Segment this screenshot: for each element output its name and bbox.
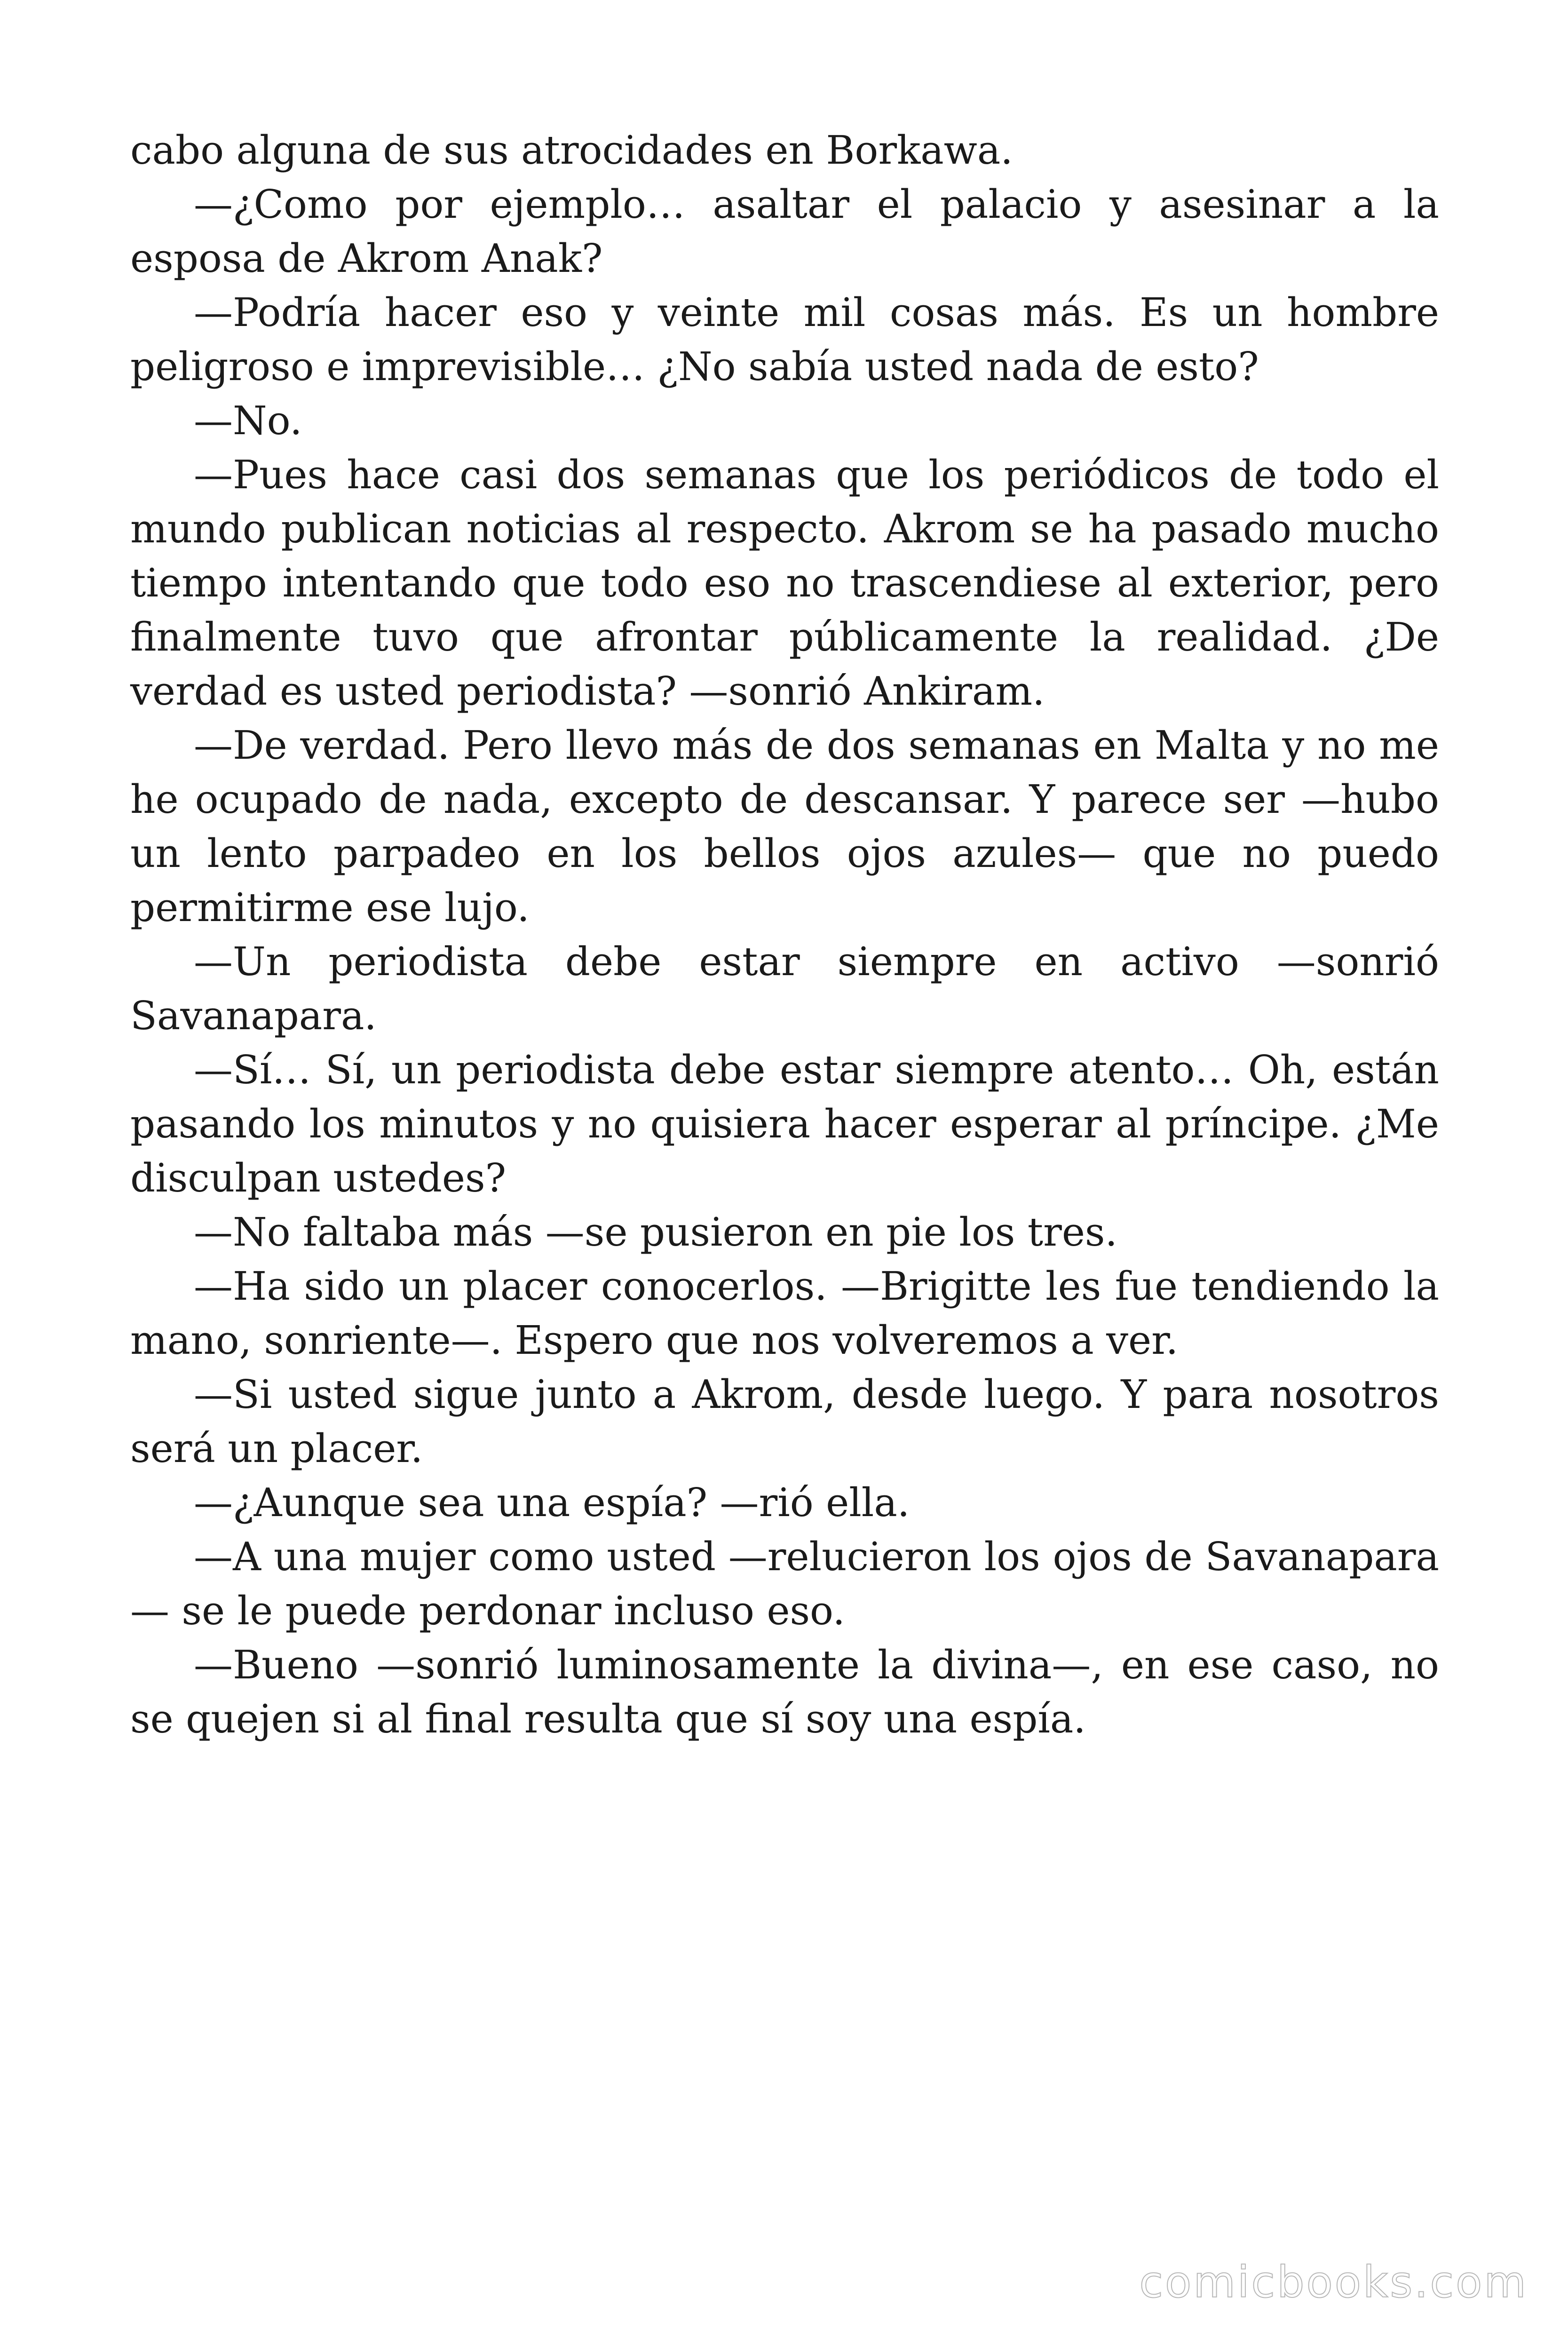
paragraph-4: —No. (194, 398, 302, 444)
paragraph-11: —Si usted sigue junto a Akrom, desde luego. Y para nosotros será un placer. (130, 1372, 1439, 1471)
page-text (130, 123, 1439, 1746)
paragraph-3: —Podría hacer eso y veinte mil cosas más. Es un hombre peligroso e imprevisible… ¿No sabía usted nada de esto? (130, 290, 1439, 389)
paragraph-5: —Pues hace casi dos semanas que los periódicos de todo el mundo publican noticias al respecto. Akrom se ha pasado mucho tiempo intentando que todo eso no trascendiese al exterior, pero finalmente tuvo que afrontar públicamente la realidad. ¿De verdad es usted periodista? —sonrió Ankiram. (130, 452, 1439, 714)
watermark: comicbooks.com (1139, 2257, 1528, 2307)
paragraph-14: —Bueno —sonrió luminosamente la divina—, en ese caso, no se quejen si al final resulta que sí soy una espía. (130, 1642, 1439, 1742)
paragraph-7: —Un periodista debe estar siempre en activo —sonrió Savanapara. (130, 939, 1439, 1039)
paragraph-9: —No faltaba más —se pusieron en pie los tres. (194, 1209, 1117, 1255)
paragraph-8: —Sí… Sí, un periodista debe estar siempre atento… Oh, están pasando los minutos y no quisiera hacer esperar al príncipe. ¿Me disculpan ustedes? (130, 1047, 1439, 1201)
paragraph-6: —De verdad. Pero llevo más de dos semanas en Malta y no me he ocupado de nada, excepto de descansar. Y parece ser —hubo un lento parpadeo en los bellos ojos azules— que no puedo permitirme ese lujo. (130, 723, 1439, 930)
paragraph-13: —A una mujer como usted —relucieron los ojos de Savanapara — se le puede perdonar incluso eso. (130, 1534, 1439, 1634)
paragraph-1: cabo alguna de sus atrocidades en Borkawa. (130, 127, 1013, 173)
paragraph-12: —¿Aunque sea una espía? —rió ella. (194, 1480, 910, 1526)
paragraph-2: —¿Como por ejemplo… asaltar el palacio y asesinar a la esposa de Akrom Anak? (130, 182, 1439, 281)
paragraph-10: —Ha sido un placer conocerlos. —Brigitte les fue tendiendo la mano, sonriente—. Espero que nos volveremos a ver. (130, 1263, 1439, 1363)
